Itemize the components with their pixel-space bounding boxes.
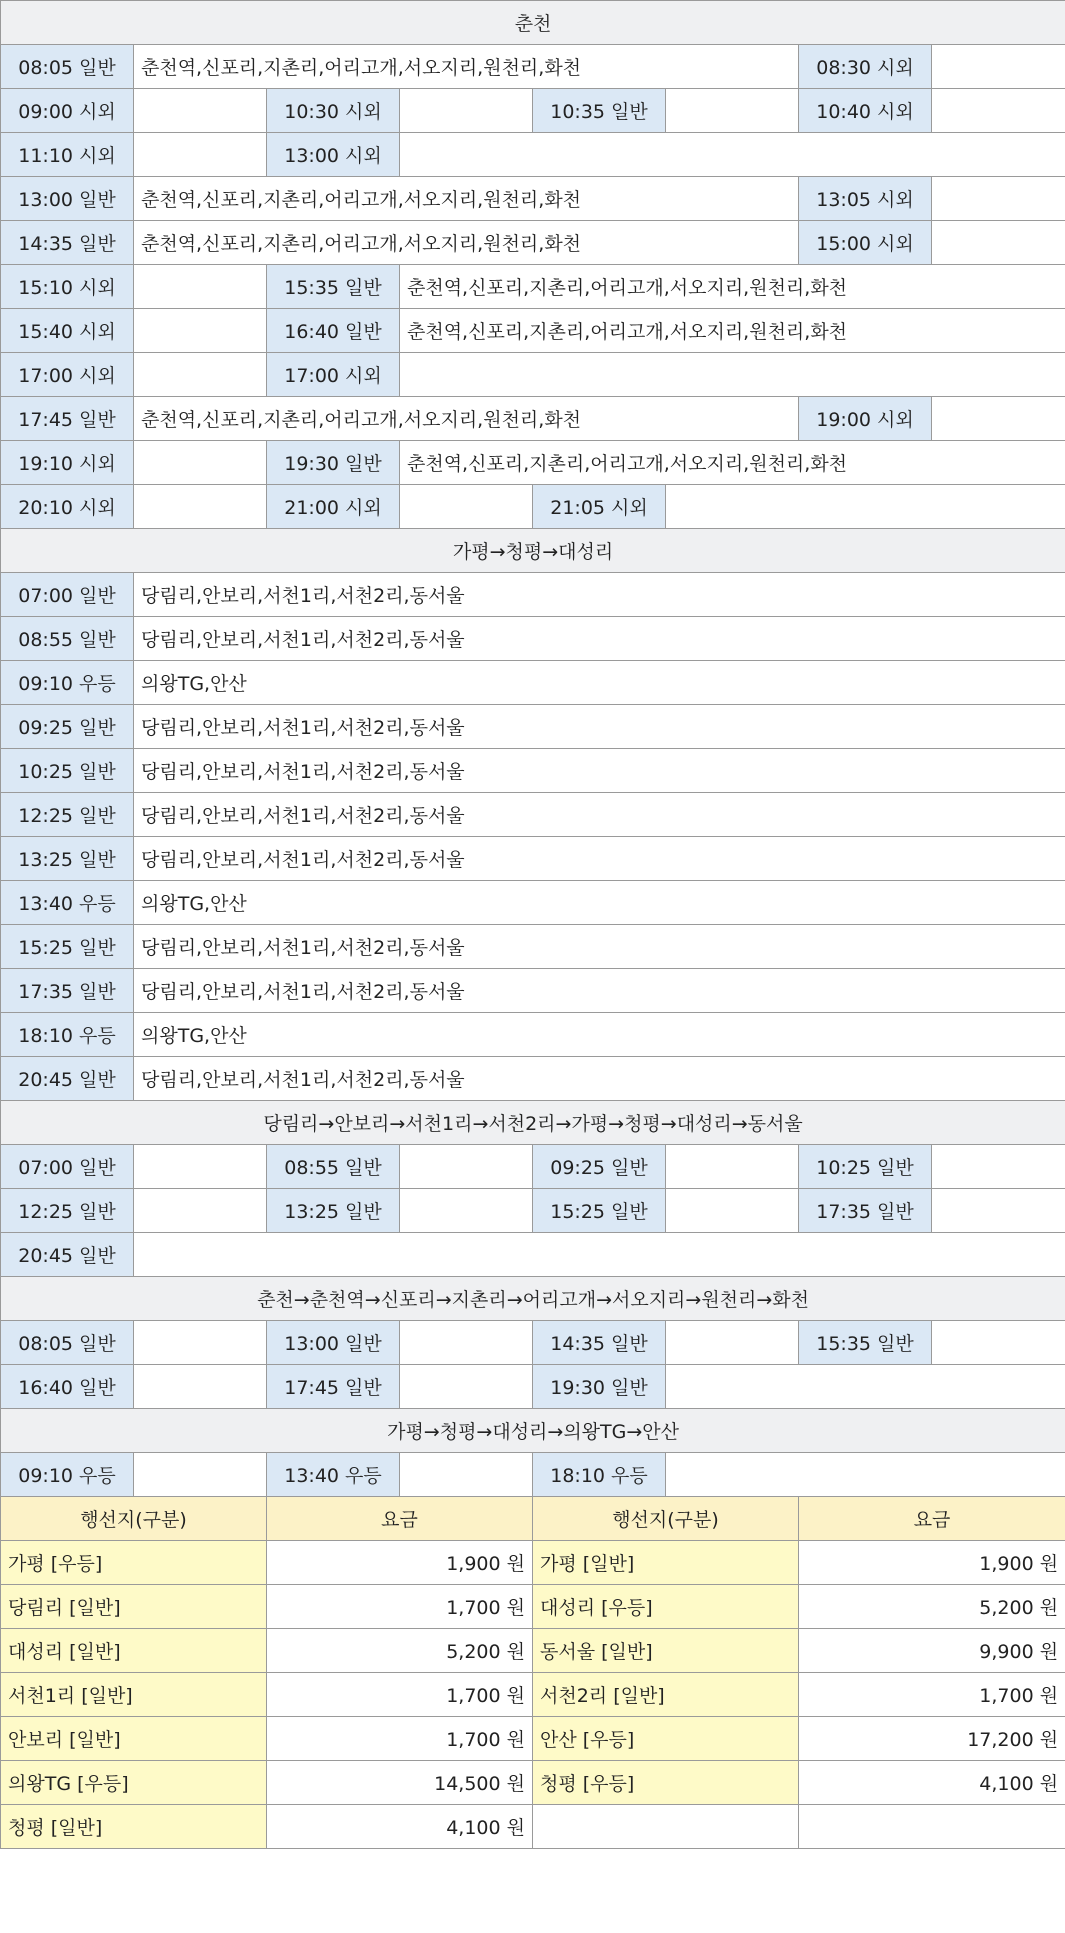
empty-cell — [932, 1321, 1065, 1365]
fare-amount-header: 요금 — [267, 1497, 533, 1541]
departure-time: 15:25 일반 — [1, 925, 134, 969]
fare-amount: 1,900 원 — [267, 1541, 533, 1585]
route-stops: 춘천역,신포리,지촌리,어리고개,서오지리,원천리,화천 — [400, 265, 1065, 309]
fare-destination: 서천1리 [일반] — [1, 1673, 267, 1717]
empty-cell — [134, 1233, 1065, 1277]
route-stops: 당림리,안보리,서천1리,서천2리,동서울 — [134, 1057, 1065, 1101]
fare-destination: 안산 [우등] — [533, 1717, 799, 1761]
empty-cell — [666, 1321, 799, 1365]
route-stops: 춘천역,신포리,지촌리,어리고개,서오지리,원천리,화천 — [134, 221, 799, 265]
schedule-row — [1, 397, 1065, 441]
departure-time: 09:00 시외 — [1, 89, 134, 133]
empty-cell — [134, 353, 267, 397]
section-header-row — [1, 529, 1065, 573]
empty-cell — [666, 1145, 799, 1189]
empty-cell — [134, 1321, 267, 1365]
schedule-row — [1, 617, 1065, 661]
fare-row — [1, 1541, 1065, 1585]
departure-time: 15:35 일반 — [267, 265, 400, 309]
empty-cell — [400, 1145, 533, 1189]
empty-cell — [134, 89, 267, 133]
departure-time: 07:00 일반 — [1, 1145, 134, 1189]
schedule-row — [1, 793, 1065, 837]
schedule-row — [1, 177, 1065, 221]
fare-amount: 17,200 원 — [799, 1717, 1065, 1761]
empty-cell — [134, 133, 267, 177]
departure-time: 15:25 일반 — [533, 1189, 666, 1233]
route-stops: 당림리,안보리,서천1리,서천2리,동서울 — [134, 573, 1065, 617]
empty-cell — [932, 1145, 1065, 1189]
departure-time: 09:25 일반 — [533, 1145, 666, 1189]
route-stops: 당림리,안보리,서천1리,서천2리,동서울 — [134, 617, 1065, 661]
schedule-row — [1, 837, 1065, 881]
departure-time: 08:55 일반 — [267, 1145, 400, 1189]
empty-cell — [932, 89, 1065, 133]
fare-row — [1, 1805, 1065, 1849]
fare-amount: 5,200 원 — [267, 1629, 533, 1673]
empty-cell — [799, 1805, 1065, 1849]
departure-time: 13:00 시외 — [267, 133, 400, 177]
departure-time: 17:00 시외 — [1, 353, 134, 397]
empty-cell — [400, 1189, 533, 1233]
section-title-ansan: 가평→청평→대성리→의왕TG→안산 — [1, 1409, 1065, 1453]
schedule-row — [1, 705, 1065, 749]
section-title-hwacheon: 춘천→춘천역→신포리→지촌리→어리고개→서오지리→원천리→화천 — [1, 1277, 1065, 1321]
empty-cell — [666, 485, 1065, 529]
route-stops: 의왕TG,안산 — [134, 1013, 1065, 1057]
fare-destination-header: 행선지(구분) — [533, 1497, 799, 1541]
empty-cell — [400, 89, 533, 133]
fare-destination: 대성리 [우등] — [533, 1585, 799, 1629]
route-stops: 춘천역,신포리,지촌리,어리고개,서오지리,원천리,화천 — [134, 45, 799, 89]
schedule-row — [1, 485, 1065, 529]
departure-time: 19:10 시외 — [1, 441, 134, 485]
fare-row — [1, 1629, 1065, 1673]
empty-cell — [666, 1189, 799, 1233]
empty-cell — [134, 1453, 267, 1497]
empty-cell — [400, 485, 533, 529]
departure-time: 15:40 시외 — [1, 309, 134, 353]
departure-time: 17:35 일반 — [799, 1189, 932, 1233]
fare-destination: 가평 [우등] — [1, 1541, 267, 1585]
empty-cell — [666, 1365, 1065, 1409]
fare-row — [1, 1761, 1065, 1805]
schedule-row — [1, 1057, 1065, 1101]
route-stops: 춘천역,신포리,지촌리,어리고개,서오지리,원천리,화천 — [134, 397, 799, 441]
departure-time: 08:05 일반 — [1, 1321, 134, 1365]
schedule-row — [1, 1321, 1065, 1365]
fare-amount: 14,500 원 — [267, 1761, 533, 1805]
route-stops: 춘천역,신포리,지촌리,어리고개,서오지리,원천리,화천 — [134, 177, 799, 221]
departure-time: 10:30 시외 — [267, 89, 400, 133]
schedule-row — [1, 1145, 1065, 1189]
empty-cell — [134, 441, 267, 485]
departure-time: 14:35 일반 — [1, 221, 134, 265]
empty-cell — [932, 177, 1065, 221]
departure-time: 16:40 일반 — [1, 1365, 134, 1409]
empty-cell — [400, 133, 1065, 177]
departure-time: 18:10 우등 — [533, 1453, 666, 1497]
schedule-row — [1, 1013, 1065, 1057]
departure-time: 10:35 일반 — [533, 89, 666, 133]
departure-time: 18:10 우등 — [1, 1013, 134, 1057]
departure-time: 19:30 일반 — [533, 1365, 666, 1409]
fare-destination: 청평 [우등] — [533, 1761, 799, 1805]
fare-amount: 1,700 원 — [267, 1673, 533, 1717]
route-stops: 당림리,안보리,서천1리,서천2리,동서울 — [134, 969, 1065, 1013]
departure-time: 21:00 시외 — [267, 485, 400, 529]
route-stops: 의왕TG,안산 — [134, 661, 1065, 705]
departure-time: 21:05 시외 — [533, 485, 666, 529]
section-title-dongseoul: 당림리→안보리→서천1리→서천2리→가평→청평→대성리→동서울 — [1, 1101, 1065, 1145]
route-stops: 당림리,안보리,서천1리,서천2리,동서울 — [134, 837, 1065, 881]
schedule-row — [1, 661, 1065, 705]
departure-time: 10:25 일반 — [799, 1145, 932, 1189]
empty-cell — [932, 1189, 1065, 1233]
fare-destination: 가평 [일반] — [533, 1541, 799, 1585]
departure-time: 12:25 일반 — [1, 1189, 134, 1233]
fare-destination: 대성리 [일반] — [1, 1629, 267, 1673]
departure-time: 10:25 일반 — [1, 749, 134, 793]
fare-amount: 1,900 원 — [799, 1541, 1065, 1585]
empty-cell — [134, 1145, 267, 1189]
departure-time: 10:40 시외 — [799, 89, 932, 133]
empty-cell — [932, 45, 1065, 89]
schedule-row — [1, 353, 1065, 397]
fare-amount: 1,700 원 — [267, 1717, 533, 1761]
schedule-row — [1, 749, 1065, 793]
schedule-row — [1, 573, 1065, 617]
fare-amount-header: 요금 — [799, 1497, 1065, 1541]
empty-cell — [400, 1453, 533, 1497]
departure-time: 13:40 우등 — [267, 1453, 400, 1497]
empty-cell — [134, 1365, 267, 1409]
departure-time: 13:25 일반 — [1, 837, 134, 881]
fare-amount: 4,100 원 — [267, 1805, 533, 1849]
fare-amount: 1,700 원 — [267, 1585, 533, 1629]
fare-destination: 청평 [일반] — [1, 1805, 267, 1849]
departure-time: 13:00 일반 — [1, 177, 134, 221]
fare-row — [1, 1673, 1065, 1717]
fare-destination: 의왕TG [우등] — [1, 1761, 267, 1805]
departure-time: 15:00 시외 — [799, 221, 932, 265]
schedule-row — [1, 1453, 1065, 1497]
fare-row — [1, 1585, 1065, 1629]
schedule-row — [1, 925, 1065, 969]
departure-time: 13:25 일반 — [267, 1189, 400, 1233]
fare-destination: 당림리 [일반] — [1, 1585, 267, 1629]
fare-row — [1, 1717, 1065, 1761]
schedule-row — [1, 89, 1065, 133]
fare-destination-header: 행선지(구분) — [1, 1497, 267, 1541]
empty-cell — [932, 397, 1065, 441]
schedule-row — [1, 45, 1065, 89]
schedule-row — [1, 969, 1065, 1013]
fare-amount: 1,700 원 — [799, 1673, 1065, 1717]
departure-time: 15:10 시외 — [1, 265, 134, 309]
route-stops: 당림리,안보리,서천1리,서천2리,동서울 — [134, 925, 1065, 969]
fare-destination: 안보리 [일반] — [1, 1717, 267, 1761]
empty-cell — [134, 485, 267, 529]
departure-time: 09:10 우등 — [1, 1453, 134, 1497]
section-header-row — [1, 1101, 1065, 1145]
empty-cell — [533, 1805, 799, 1849]
section-header-row — [1, 1409, 1065, 1453]
fare-amount: 9,900 원 — [799, 1629, 1065, 1673]
departure-time: 13:40 우등 — [1, 881, 134, 925]
schedule-row — [1, 1365, 1065, 1409]
fare-header-row — [1, 1497, 1065, 1541]
departure-time: 20:45 일반 — [1, 1057, 134, 1101]
departure-time: 14:35 일반 — [533, 1321, 666, 1365]
schedule-row — [1, 265, 1065, 309]
empty-cell — [400, 1365, 533, 1409]
schedule-row — [1, 441, 1065, 485]
schedule-row — [1, 309, 1065, 353]
departure-time: 08:30 시외 — [799, 45, 932, 89]
empty-cell — [134, 1189, 267, 1233]
departure-time: 09:25 일반 — [1, 705, 134, 749]
departure-time: 12:25 일반 — [1, 793, 134, 837]
departure-time: 17:45 일반 — [1, 397, 134, 441]
schedule-row — [1, 1189, 1065, 1233]
route-stops: 당림리,안보리,서천1리,서천2리,동서울 — [134, 749, 1065, 793]
schedule-row — [1, 133, 1065, 177]
departure-time: 17:00 시외 — [267, 353, 400, 397]
departure-time: 20:10 시외 — [1, 485, 134, 529]
route-stops: 춘천역,신포리,지촌리,어리고개,서오지리,원천리,화천 — [400, 441, 1065, 485]
empty-cell — [666, 89, 799, 133]
departure-time: 13:05 시외 — [799, 177, 932, 221]
fare-amount: 5,200 원 — [799, 1585, 1065, 1629]
departure-time: 15:35 일반 — [799, 1321, 932, 1365]
departure-time: 19:30 일반 — [267, 441, 400, 485]
empty-cell — [134, 309, 267, 353]
fare-amount: 4,100 원 — [799, 1761, 1065, 1805]
empty-cell — [666, 1453, 1065, 1497]
section-header-row — [1, 1, 1065, 45]
departure-time: 08:55 일반 — [1, 617, 134, 661]
route-stops: 의왕TG,안산 — [134, 881, 1065, 925]
departure-time: 11:10 시외 — [1, 133, 134, 177]
fare-destination: 동서울 [일반] — [533, 1629, 799, 1673]
empty-cell — [400, 1321, 533, 1365]
schedule-row — [1, 1233, 1065, 1277]
departure-time: 09:10 우등 — [1, 661, 134, 705]
departure-time: 19:00 시외 — [799, 397, 932, 441]
route-stops: 당림리,안보리,서천1리,서천2리,동서울 — [134, 793, 1065, 837]
departure-time: 20:45 일반 — [1, 1233, 134, 1277]
route-stops: 춘천역,신포리,지촌리,어리고개,서오지리,원천리,화천 — [400, 309, 1065, 353]
empty-cell — [932, 221, 1065, 265]
departure-time: 08:05 일반 — [1, 45, 134, 89]
section-title-gapyeong: 가평→청평→대성리 — [1, 529, 1065, 573]
route-stops: 당림리,안보리,서천1리,서천2리,동서울 — [134, 705, 1065, 749]
schedule-row — [1, 881, 1065, 925]
empty-cell — [134, 265, 267, 309]
departure-time: 07:00 일반 — [1, 573, 134, 617]
departure-time: 13:00 일반 — [267, 1321, 400, 1365]
departure-time: 17:35 일반 — [1, 969, 134, 1013]
schedule-row — [1, 221, 1065, 265]
departure-time: 16:40 일반 — [267, 309, 400, 353]
departure-time: 17:45 일반 — [267, 1365, 400, 1409]
fare-destination: 서천2리 [일반] — [533, 1673, 799, 1717]
empty-cell — [400, 353, 1065, 397]
section-title-chuncheon: 춘천 — [1, 1, 1065, 45]
section-header-row — [1, 1277, 1065, 1321]
